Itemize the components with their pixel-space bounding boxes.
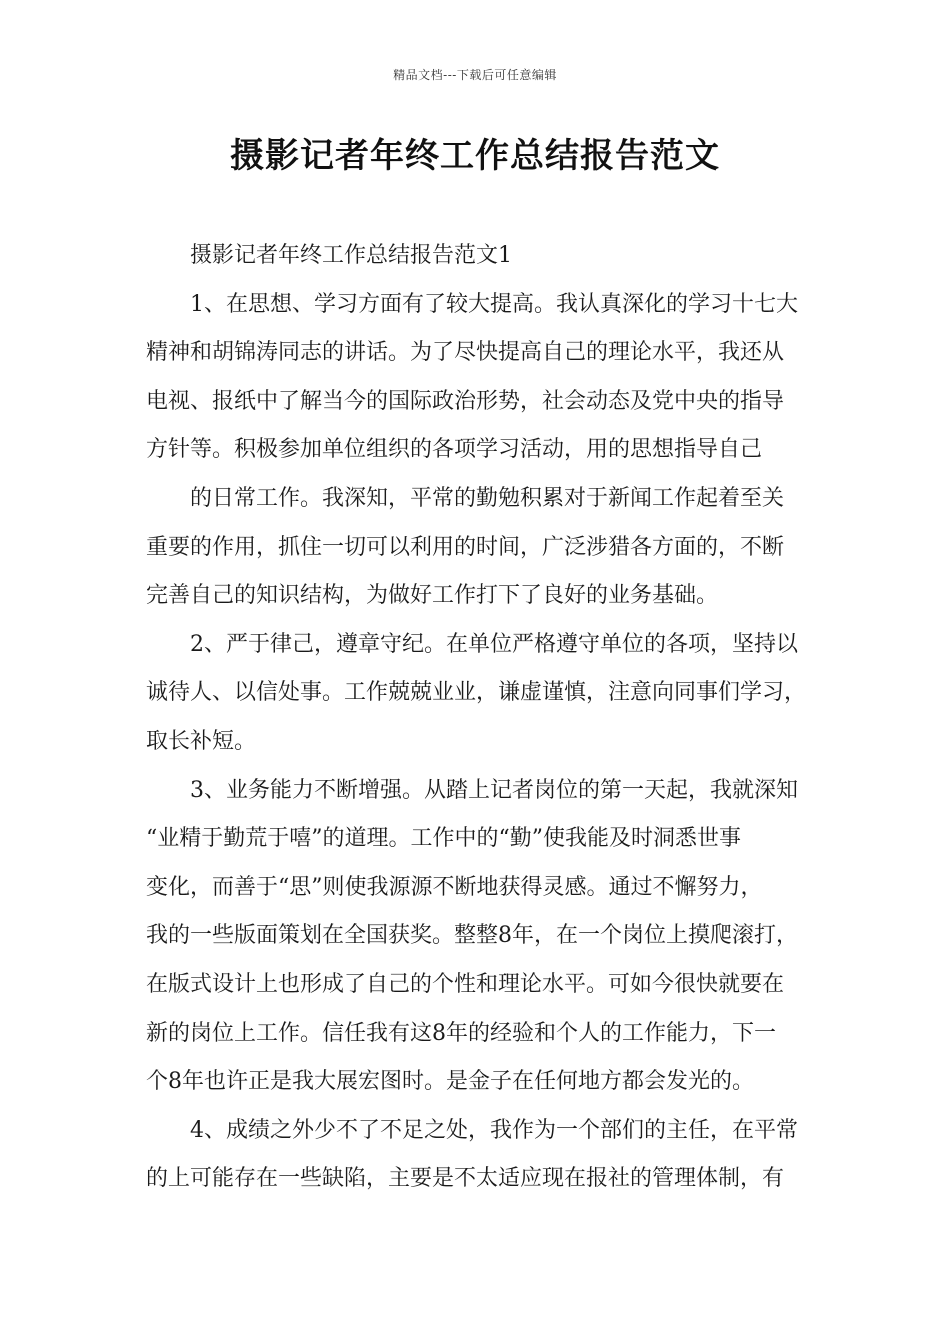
body-line: 新的岗位上工作。信任我有这8年的经验和个人的工作能力，下一 (146, 1020, 776, 1046)
body-line: 1、在思想、学习方面有了较大提高。我认真深化的学习十七大 (190, 291, 798, 317)
body-line: 取长补短。 (146, 728, 257, 754)
header-note: 精品文档---下载后可任意编辑 (393, 68, 557, 82)
body-line: 重要的作用，抓住一切可以利用的时间，广泛涉猎各方面的，不断 (146, 534, 785, 560)
body-line: 变化，而善于“思”则使我源源不断地获得灵感。通过不懈努力， (146, 874, 763, 900)
body-line: 4、成绩之外少不了不足之处，我作为一个部们的主任，在平常 (190, 1117, 798, 1143)
body-line: 诚待人、以信处事。工作兢兢业业，谦虚谨慎，注意向同事们学习， (146, 680, 807, 706)
document-title: 摄影记者年终工作总结报告范文 (230, 136, 720, 176)
body-line: 的上可能存在一些缺陷，主要是不太适应现在报社的管理体制，有 (146, 1166, 785, 1192)
body-line: 在版式设计上也形成了自己的个性和理论水平。可如今很快就要在 (146, 971, 785, 997)
body-line: 完善自己的知识结构，为做好工作打下了良好的业务基础。 (146, 583, 719, 609)
body-line: 个8年也许正是我大展宏图时。是金子在任何地方都会发光的。 (146, 1069, 754, 1095)
body-line: 摄影记者年终工作总结报告范文1 (190, 243, 512, 268)
body-line: 的日常工作。我深知，平常的勤勉积累对于新闻工作起着至关 (190, 485, 785, 511)
body-line: 电视、报纸中了解当今的国际政治形势，社会动态及党中央的指导 (146, 388, 785, 414)
document-body (146, 232, 826, 1204)
body-line: 2、严于律己，遵章守纪。在单位严格遵守单位的各项，坚持以 (190, 631, 798, 657)
body-line: 我的一些版面策划在全国获奖。整整8年，在一个岗位上摸爬滚打， (146, 923, 798, 949)
body-line: 精神和胡锦涛同志的讲话。为了尽快提高自己的理论水平，我还从 (146, 340, 785, 366)
body-line: 方针等。积极参加单位组织的各项学习活动，用的思想指导自己 (146, 437, 763, 463)
body-line: “业精于勤荒于嘻”的道理。工作中的“勤”使我能及时洞悉世事 (146, 826, 741, 852)
body-line: 3、业务能力不断增强。从踏上记者岗位的第一天起，我就深知 (190, 777, 798, 803)
